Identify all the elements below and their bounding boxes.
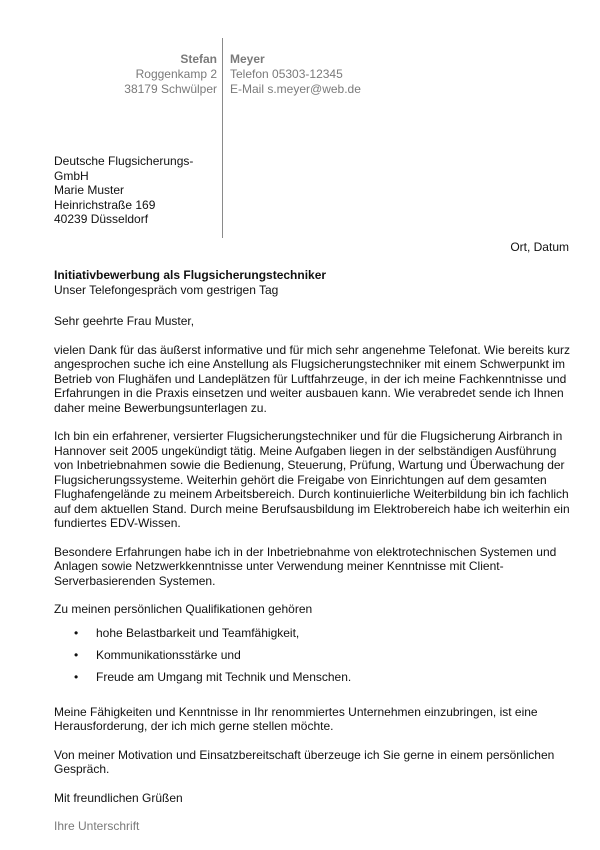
header-divider xyxy=(222,38,223,238)
list-item xyxy=(54,648,574,670)
recipient-street: Heinrichstraße 169 xyxy=(54,197,156,212)
sender-city: 38179 Schwülper xyxy=(124,82,217,96)
paragraph-intro: vielen Dank für das äußerst informative und für mich sehr angenehme Telefonat. Wie bereits kurz angesprochen suche ich eine Anstellung als Flugsicherungstechniker mit einem Schwerpunkt im Betrieb von Flughäfen und Landeplätzen für Luftfahrzeuge, in der ich meine Fachkenntnisse und Erfahrungen in die Praxis einsetzen und weiter ausbauen kann. Wie verabredet sende ich Ihnen daher meine Bewerbungsunterlagen zu. xyxy=(54,342,571,415)
bullet-icon: • xyxy=(74,647,79,662)
sender-right-block xyxy=(230,52,361,97)
subject-subtitle: Unser Telefongespräch vom gestrigen Tag xyxy=(54,282,279,297)
paragraph-motivation: Meine Fähigkeiten und Kenntnisse in Ihr renommiertes Unternehmen einzubringen, ist eine Herausforderung, der ich mich gerne stellen möchte. xyxy=(54,704,538,733)
closing: Mit freundlichen Grüßen xyxy=(54,790,183,805)
signature: Ihre Unterschrift xyxy=(54,819,140,833)
list-item xyxy=(54,626,574,648)
date-line: Ort, Datum xyxy=(510,240,569,254)
subject-block xyxy=(54,268,326,297)
sender-first-name: Stefan xyxy=(180,52,217,66)
sender-left-block xyxy=(124,52,217,97)
paragraph-special-experience: Besondere Erfahrungen habe ich in der Inbetriebnahme von elektrotechnischen Systemen und Anlagen sowie Netzwerkkenntnisse unter Verwendung meiner Kenntnisse mit Client-Serverbasierenden Systemen. xyxy=(54,544,557,588)
qualification-text: Freude am Umgang mit Technik und Menschen. xyxy=(96,669,352,684)
qualifications-list xyxy=(54,626,574,692)
sender-street: Roggenkamp 2 xyxy=(135,67,217,81)
recipient-company-line2: GmbH xyxy=(54,168,89,183)
bullet-icon: • xyxy=(74,669,79,684)
sender-last-name: Meyer xyxy=(230,52,265,66)
sender-phone: Telefon 05303-12345 xyxy=(230,67,343,81)
subject-title: Initiativbewerbung als Flugsicherungstechniker xyxy=(54,268,327,282)
letter-body xyxy=(54,314,574,834)
paragraph-qualifications-intro: Zu meinen persönlichen Qualifikationen gehören xyxy=(54,602,313,616)
salutation: Sehr geehrte Frau Muster, xyxy=(54,314,195,328)
paragraph-experience: Ich bin ein erfahrener, versierter Flugsicherungstechniker und für die Flugsicherung Airbranch in Hannover seit 2005 ungekündigt tätig. Meine Aufgaben liegen in der selbständigen Ausführung von Inbetriebnahmen sowie die Bedienung, Steuerung, Prüfung, Wartung und Überwachung der Flugsicherungssysteme. Weiterhin gehört die Freigabe von Einrichtungen auf dem gesamten Flughafengelände zu meinem Arbeitsbereich. Durch kontinuierliche Weiterbildung bin ich fachlich auf dem aktuellen Stand. Durch meine Berufsausbildung im Elektrobereich habe ich weiterhin ein fundiertes EDV-Wissen. xyxy=(54,429,570,530)
paragraph-interview: Von meiner Motivation und Einsatzbereitschaft überzeuge ich Sie gerne in einem persönlichen Gespräch. xyxy=(54,747,555,776)
recipient-company-line1: Deutsche Flugsicherungs- xyxy=(54,154,194,168)
qualification-text: hohe Belastbarkeit und Teamfähigkeit, xyxy=(96,625,300,640)
list-item xyxy=(54,670,574,692)
recipient-city: 40239 Düsseldorf xyxy=(54,212,149,226)
recipient-address xyxy=(54,154,214,227)
sender-email: E-Mail s.meyer@web.de xyxy=(230,82,361,96)
qualification-text: Kommunikationsstärke und xyxy=(96,647,241,662)
bullet-icon: • xyxy=(74,625,79,640)
recipient-contact: Marie Muster xyxy=(54,183,125,197)
